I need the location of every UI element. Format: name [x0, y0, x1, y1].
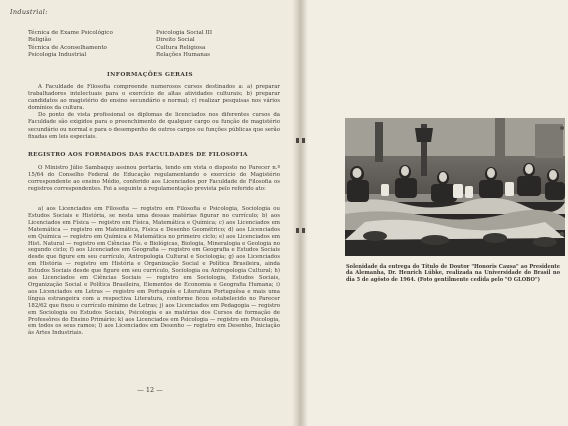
registry-body [28, 206, 280, 337]
course-item: Técnica de Aconselhamento [28, 44, 107, 51]
ceremony-photo [345, 118, 565, 256]
page-number: — 12 — [137, 386, 163, 394]
margin-mark [296, 138, 299, 143]
paragraph: O Ministro Júlio Sambaquy assinou portaria, tendo em vista o disposto no Parecer n.º 15/64 do Conselho Federal de Educação regulamentando o exercício do Magistério correspondente ao ensino Médio, conferido aos Licenciados por Faculdade de Filosofia os registros correspondentes. Foi a seguinte a regulamentação prevista pelo referido ato: [28, 165, 280, 193]
ceremony-photo-image [345, 118, 565, 256]
course-item: Psicologia Industrial [28, 51, 87, 58]
paragraph: a) aos Licenciados em Filosofia — registro em Filosofia e Psicologia, Sociologia ou Estudos Sociais e História, se nesta uma dessas matérias figurar no currículo; b) aos Licenciados em Física — registro em Física, Matemática e Química; c) aos Licenciados em Matemática — registro em Matemática, Física e Desenho Geométrico; d) aos Licenciados em Química — registro em Química e Matemática no primeiro ciclo; e) aos Licenciados em Hist. Natural — registro em Ciências Fís. e Biológicas, Biologia, Mineralogia e Geologia no segundo ciclo; f) aos Licenciados em Geografia — registro em Geografia e Estudos Sociais desde que figure em seu currículo, Antropologia Cultural e Sociologia; g) aos Licenciados em História — registro em História e Organização Social e Política Brasileira, ainda Estudos Sociais desde que figure em seu currículo, Sociologia ou Antropologia Cultural; h) aos Licenciados em Ciências Sociais — registro em Sociologia, Estudos Sociais, Organização Social e Política Brasileira, Elementos de Economia e Geografia Humana; i) aos Licenciados em Letras — registro em Português e Literatura Portuguêsa e mais uma língua estrangeira com a respectiva Literatura, conforme ficou estabelecido no Parecer 182/62 que fixou o currículo mínimo de Letras; j) aos Licenciados em Pedagogia — registro em Sociologia ou Estudos Sociais, Psicologia e as matérias dos Cursos de formação de Professôres do Ensino Primário; k) aos Licenciados em Psicologia — registro em Psicologia, em todos os seus ramos; l) aos Licenciados em Desenho — registro em Desenho, Iniciação às Artes Industriais. [28, 206, 280, 337]
scan-mark [560, 232, 564, 236]
margin-mark [302, 228, 305, 233]
book-gutter [292, 0, 308, 426]
scan-mark [560, 126, 564, 130]
course-item: Cultura Religiosa [156, 44, 206, 51]
page-header: Industrial: [10, 8, 48, 16]
section-title: INFORMAÇÕES GERAIS [107, 72, 193, 78]
registry-intro [28, 165, 280, 193]
photo-caption: Solenidade da entrega do Título de Doutor "Honoris Causa" ao Presidente da Alemanha, Dr. Henrich Lübke, realizada na Universidade do Brasil no dia 5 de agôsto de 1964. (Foto gentilmente cedida pelo "O GLOBO") [346, 264, 560, 283]
course-item: Religião [28, 37, 52, 44]
paragraph: Do ponto de vista profissional os diplomas de licenciados nos diferentes cursos da Faculdade são exigidos para o preenchimento de qualquer cargo ou função de magistério secundário ou normal e para o desempenho de outros cargos ou funções públicas que serão fixadas em leis especiais. [28, 112, 280, 140]
margin-mark [296, 228, 299, 233]
margin-mark [302, 138, 305, 143]
paragraph: A Faculdade de Filosofia compreende numerosos cursos destinados a: a) preparar trabalhadores intelectuais para o exercício de altas atividades culturais; b) preparar candidatos ao magistério do ensino secundário e normal; c) realizar pesquisas nos vários domínios da cultura. [28, 84, 280, 112]
course-item: Psicologia Social III [156, 30, 213, 36]
course-column-left [28, 30, 113, 59]
course-item: Técnica de Exame Psicológico [28, 30, 113, 36]
course-column-right [156, 30, 212, 59]
registry-title: REGISTRO AOS FORMADOS DAS FACULDADES DE FILOSOFIA [28, 152, 248, 158]
general-info-text [28, 84, 280, 141]
course-item: Direito Social [156, 37, 195, 44]
course-item: Relações Humanas [156, 51, 211, 58]
